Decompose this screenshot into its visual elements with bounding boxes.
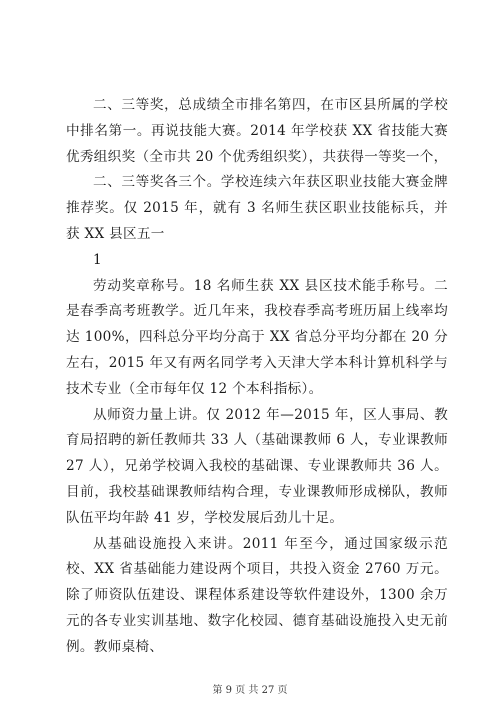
paragraph-4: 从师资力量上讲。仅 2012 年—2015 年，区人事局、教育局招聘的新任教师共 33 人（基础课教师 6 人，专业课教师 27 人），兄弟学校调入我校的基础课、专业课教师共 36 人。目前，我校基础课教师结构合理，专业课教师形成梯队，教师队伍平均年龄 41 岁，学校发展后劲儿十足。 [66, 406, 448, 526]
page-footer: 第 9 页 共 27 页 [212, 685, 288, 696]
paragraph-5: 从基础设施投入来讲。2011 年至今，通过国家级示范校、XX 省基础能力建设两个项目，共投入资金 2760 万元。除了师资队伍建设、课程体系建设等软件建设外，1300 余万元的各专业实训基地、数字化校园、德育基础设施投入史无前例。教师桌椅、 [66, 535, 448, 655]
paragraph-1: 二、三等奖，总成绩全市排名第四，在市区县所属的学校中排名第一。再说技能大赛。2014 年学校获 XX 省技能大赛优秀组织奖（全市共 20 个优秀组织奖），共获得一等奖一个， [66, 97, 448, 165]
page-number-marker: 1 [93, 251, 102, 268]
document-body [66, 93, 448, 661]
paragraph-3: 劳动奖章称号。18 名师生获 XX 县区技术能手称号。二是春季高考班教学。近几年来，我校春季高考班历届上线率均达 100%，四科总分平均分高于 XX 省总分平均分都在 20 分左右，2015 年又有两名同学考入天津大学本科计算机科学与技术专业（全市每年仅 12 个本科指标）。 [66, 277, 448, 397]
paragraph-2: 二、三等奖各三个。学校连续六年获区职业技能大赛金牌推荐奖。仅 2015 年，就有 3 名师生获区职业技能标兵，并获 XX 县区五一 [66, 174, 448, 242]
